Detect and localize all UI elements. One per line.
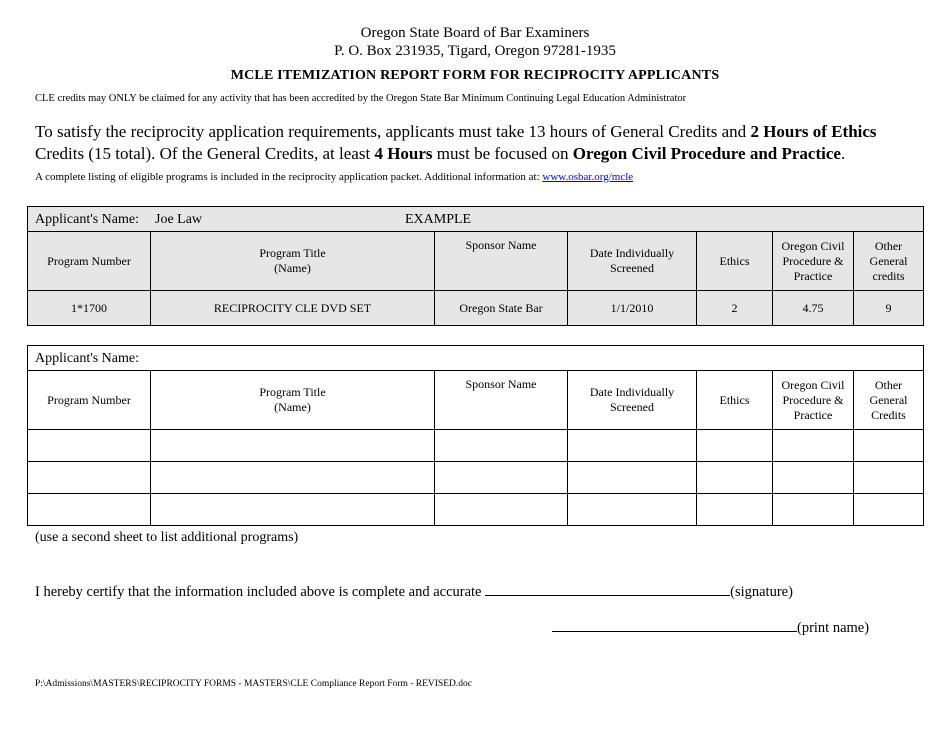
example-label: EXAMPLE xyxy=(405,211,472,227)
header-program-number: Program Number xyxy=(28,232,151,291)
header-date-screened: Date Individually Screened xyxy=(568,232,697,291)
header-other-general: Other General Credits xyxy=(854,371,924,430)
table-row xyxy=(28,430,924,462)
blank-cell[interactable] xyxy=(697,430,773,462)
header-oregon-civil: Oregon Civil Procedure & Practice xyxy=(773,371,854,430)
applicant-name-label: Applicant's Name: xyxy=(35,211,139,227)
requirement-text: To satisfy the reciprocity application requirements, applicants must take 13 hours of General Credits and 2 Hours of Ethics Credits (15 total). Of the General Credits, at least 4 Hours must be focused on Oregon Civil Procedure and Practice. xyxy=(35,122,877,163)
second-sheet-note: (use a second sheet to list additional programs) xyxy=(35,530,299,545)
applicant-name-row xyxy=(28,346,924,371)
cell-program-number: 1*1700 xyxy=(28,291,151,326)
applicant-name-value: Joe Law xyxy=(155,211,203,227)
cell-ethics: 2 xyxy=(697,291,773,326)
blank-cell[interactable] xyxy=(28,430,151,462)
certification-line: I hereby certify that the information included above is complete and accurate (signature) xyxy=(35,581,793,601)
header-program-title: Program Title (Name) xyxy=(151,232,435,291)
blank-itemization-table xyxy=(27,345,924,526)
blank-cell[interactable] xyxy=(28,494,151,526)
cle-credit-note: CLE credits may ONLY be claimed for any activity that has been accredited by the Oregon State Bar Minimum Continuing Legal Education Administrator xyxy=(35,93,687,104)
print-name-line[interactable] xyxy=(552,617,797,632)
header-ethics: Ethics xyxy=(697,232,773,291)
blank-cell[interactable] xyxy=(435,494,568,526)
board-name: Oregon State Board of Bar Examiners xyxy=(360,25,590,41)
blank-cell[interactable] xyxy=(697,462,773,494)
listing-note: A complete listing of eligible programs is included in the reciprocity application packet. Additional information at: www.osbar.org/mcle xyxy=(35,171,634,183)
table-row xyxy=(28,462,924,494)
blank-cell[interactable] xyxy=(151,462,435,494)
blank-cell[interactable] xyxy=(151,494,435,526)
table-row xyxy=(28,494,924,526)
header-sponsor-name: Sponsor Name xyxy=(435,371,568,430)
cell-other: 9 xyxy=(854,291,924,326)
applicant-name-row xyxy=(28,207,924,232)
header-sponsor-name: Sponsor Name xyxy=(435,232,568,291)
header-program-number: Program Number xyxy=(28,371,151,430)
blank-cell[interactable] xyxy=(854,462,924,494)
blank-cell[interactable] xyxy=(697,494,773,526)
header-date-screened: Date Individually Screened xyxy=(568,371,697,430)
blank-cell[interactable] xyxy=(28,462,151,494)
blank-cell[interactable] xyxy=(568,462,697,494)
blank-cell[interactable] xyxy=(854,494,924,526)
cell-program-title: RECIPROCITY CLE DVD SET xyxy=(151,291,435,326)
blank-cell[interactable] xyxy=(773,462,854,494)
cell-date: 1/1/2010 xyxy=(568,291,697,326)
blank-cell[interactable] xyxy=(854,430,924,462)
header-ethics: Ethics xyxy=(697,371,773,430)
osbar-mcle-link[interactable]: www.osbar.org/mcle xyxy=(542,171,634,183)
blank-cell[interactable] xyxy=(773,494,854,526)
print-name-label: (print name) xyxy=(797,620,870,636)
example-itemization-table xyxy=(27,206,924,326)
header-program-title: Program Title (Name) xyxy=(151,371,435,430)
table-row xyxy=(28,291,924,326)
cell-sponsor: Oregon State Bar xyxy=(435,291,568,326)
applicant-name-label: Applicant's Name: xyxy=(35,350,139,366)
blank-cell[interactable] xyxy=(568,430,697,462)
file-path: P:\Admissions\MASTERS\RECIPROCITY FORMS - MASTERS\CLE Compliance Report Form - REVISED.doc xyxy=(35,679,472,689)
blank-cell[interactable] xyxy=(568,494,697,526)
form-title: MCLE ITEMIZATION REPORT FORM FOR RECIPROCITY APPLICANTS xyxy=(230,68,720,83)
print-name-line-row xyxy=(552,617,869,637)
blank-cell[interactable] xyxy=(435,430,568,462)
header-other-general: Other General credits xyxy=(854,232,924,291)
signature-label: (signature) xyxy=(730,584,793,600)
blank-cell[interactable] xyxy=(435,462,568,494)
header-oregon-civil: Oregon Civil Procedure & Practice xyxy=(773,232,854,291)
board-address: P. O. Box 231935, Tigard, Oregon 97281-1935 xyxy=(334,43,616,59)
blank-cell[interactable] xyxy=(773,430,854,462)
cell-civil: 4.75 xyxy=(773,291,854,326)
signature-line[interactable] xyxy=(485,581,730,596)
blank-cell[interactable] xyxy=(151,430,435,462)
